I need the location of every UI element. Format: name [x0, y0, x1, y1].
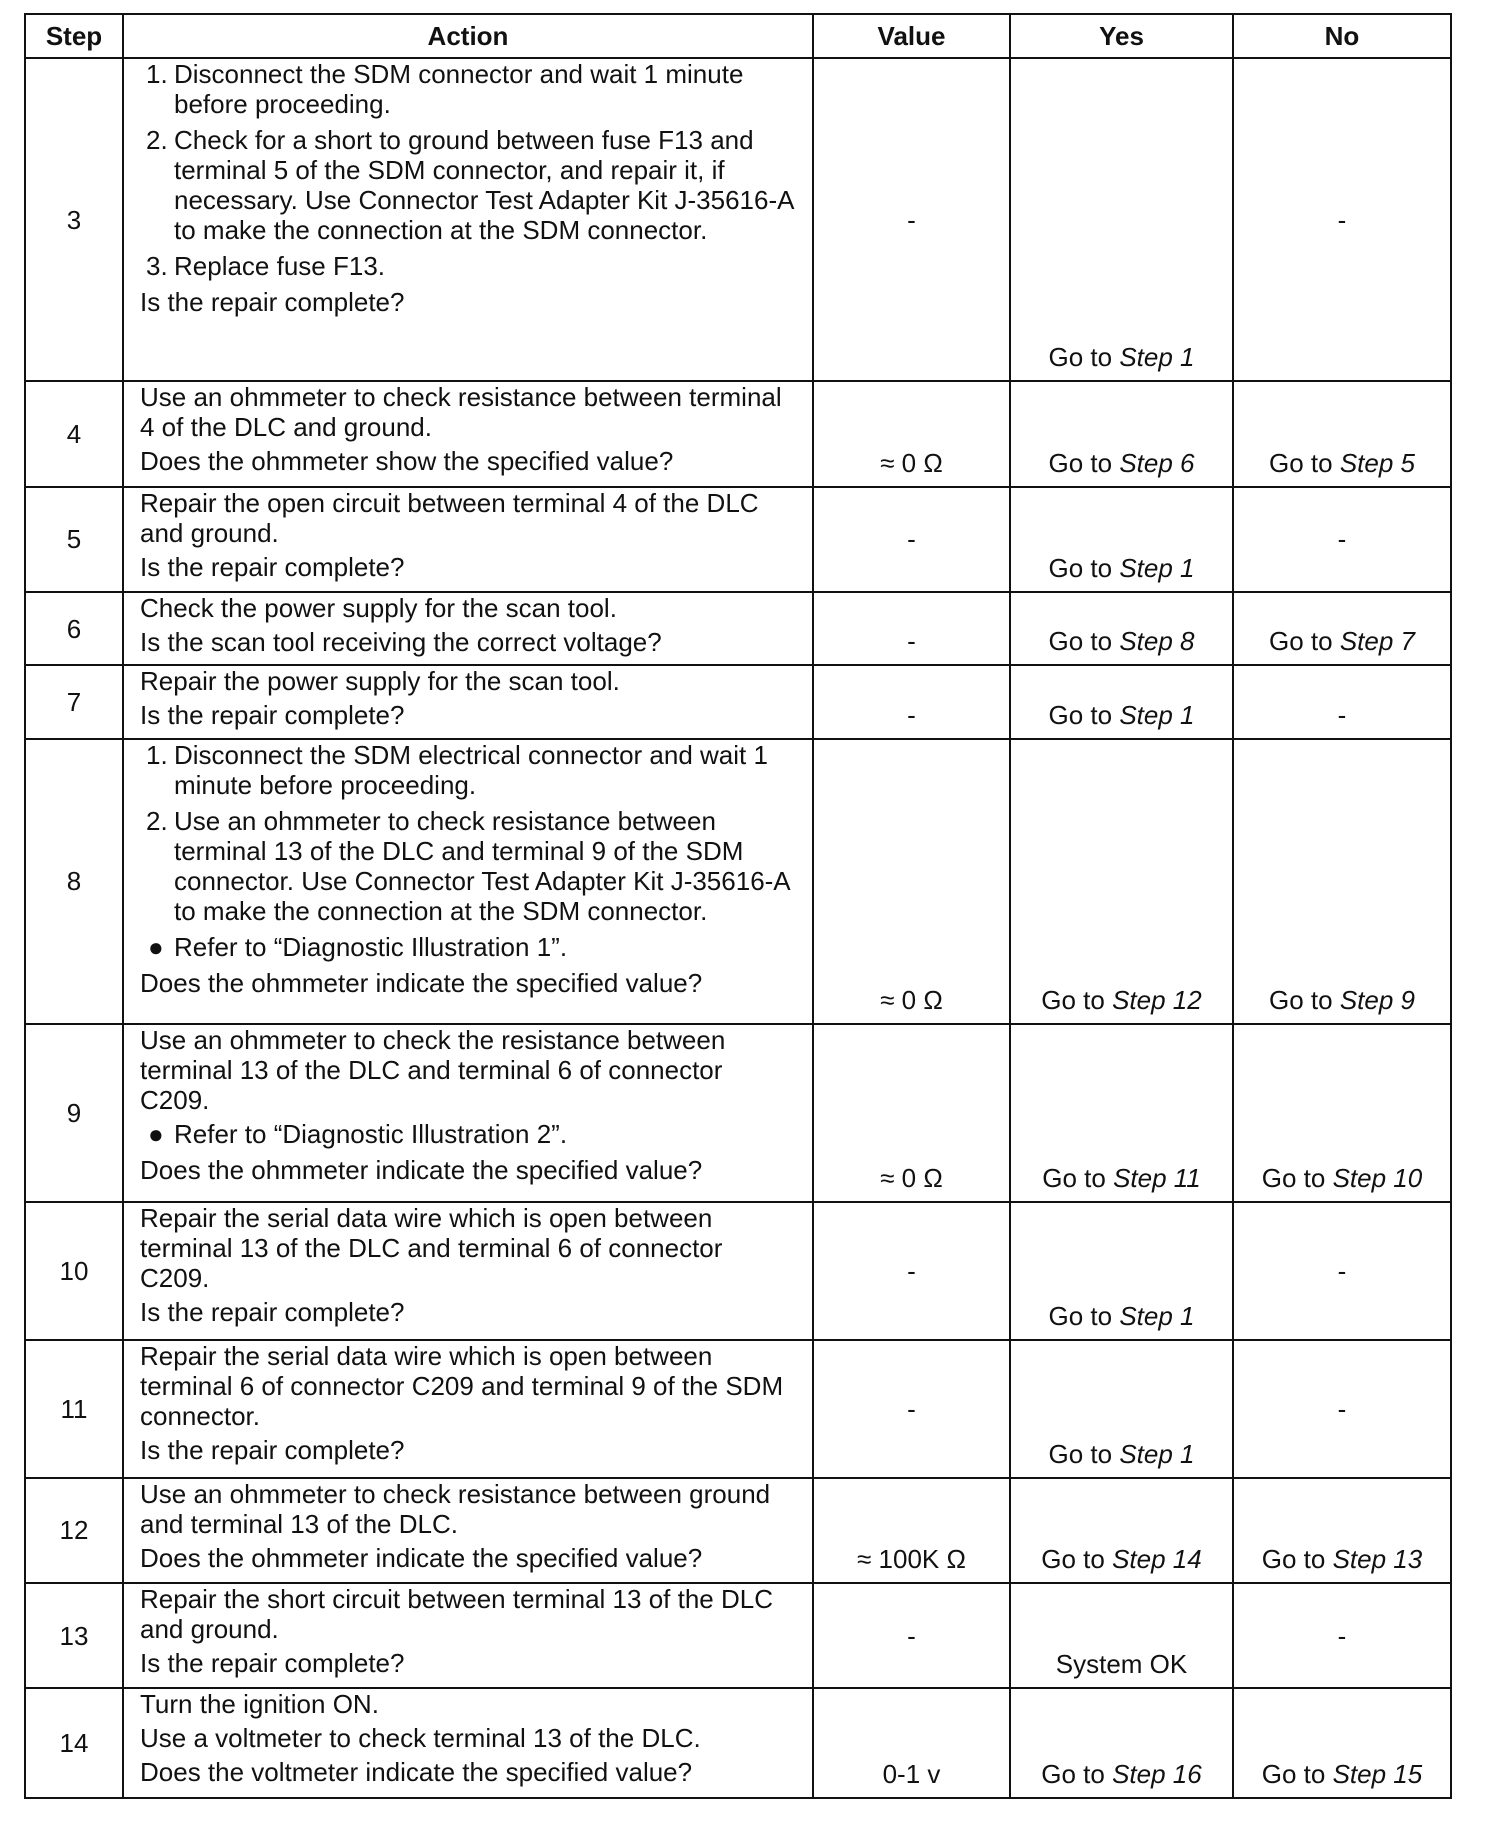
action-question: Is the repair complete?	[140, 1648, 405, 1679]
no-cell	[1233, 665, 1451, 738]
yes-cell	[1010, 1340, 1233, 1478]
header-step: Step	[25, 14, 123, 58]
item-number: 3.	[146, 251, 168, 281]
item-text: Disconnect the SDM electrical connector and wait 1 minute before proceeding.	[174, 739, 768, 800]
action-list-item	[140, 806, 796, 926]
goto-prefix: Go to	[1048, 552, 1113, 583]
no-cell	[1233, 58, 1451, 381]
table-row	[25, 1024, 1451, 1202]
value-text: 0-1 v	[882, 1759, 941, 1789]
action-text: Turn the ignition ON.	[140, 1689, 379, 1720]
goto-prefix: Go to	[1042, 1162, 1106, 1193]
goto-prefix: Go to	[1041, 1544, 1105, 1575]
step-number: 10	[25, 1202, 123, 1340]
action-text: Repair the open circuit between terminal 4 of the DLC and ground.	[140, 487, 759, 548]
action-list-item	[140, 125, 796, 245]
step-number: 4	[25, 381, 123, 486]
yes-text	[1011, 448, 1232, 478]
step-number: 3	[25, 58, 123, 381]
value-text: -	[907, 626, 916, 657]
goto-prefix: Go to	[1048, 1438, 1113, 1469]
action-cell	[123, 1583, 813, 1688]
yes-cell	[1010, 58, 1233, 381]
table-row	[25, 1340, 1451, 1478]
goto-prefix: Go to	[1048, 342, 1113, 373]
header-yes: Yes	[1010, 14, 1233, 58]
value-text: -	[907, 1620, 916, 1651]
no-cell	[1233, 1478, 1451, 1583]
header-no: No	[1233, 14, 1451, 58]
action-text: Use an ohmmeter to check resistance between ground and terminal 13 of the DLC.	[140, 1478, 771, 1539]
action-cell	[123, 1478, 813, 1583]
step-number: 7	[25, 665, 123, 738]
yes-cell	[1010, 739, 1233, 1024]
bullet-icon: ●	[148, 1118, 164, 1149]
table-row	[25, 592, 1451, 665]
value-text: ≈ 0 Ω	[880, 1162, 943, 1193]
goto-prefix: Go to	[1048, 699, 1113, 730]
no-cell	[1233, 381, 1451, 486]
action-question: Is the repair complete?	[140, 1296, 405, 1327]
no-text	[1234, 448, 1450, 478]
goto-step: Step 1	[1119, 1300, 1195, 1331]
item-number: 2.	[146, 805, 168, 836]
bullet-text: Refer to “Diagnostic Illustration 2”.	[174, 1118, 568, 1149]
value-cell	[813, 739, 1010, 1024]
action-text: Repair the short circuit between terminal 13 of the DLC and ground.	[140, 1584, 773, 1645]
goto-step: Step 1	[1119, 699, 1195, 730]
value-cell	[813, 1583, 1010, 1688]
step-number: 6	[25, 592, 123, 665]
yes-cell	[1010, 665, 1233, 738]
no-text: -	[1337, 1620, 1347, 1651]
action-cell	[123, 1202, 813, 1340]
item-text: Replace fuse F13.	[174, 251, 386, 281]
action-question: Does the ohmmeter show the specified value?	[140, 446, 674, 477]
no-cell	[1233, 1202, 1451, 1340]
yes-text	[1011, 1301, 1232, 1331]
yes-text	[1011, 1759, 1232, 1789]
no-cell	[1233, 1340, 1451, 1478]
goto-prefix: Go to	[1269, 447, 1333, 478]
yes-cell	[1010, 487, 1233, 592]
action-bullet	[140, 1119, 796, 1149]
action-text: Repair the serial data wire which is open between terminal 6 of connector C209 and terminal 9 of the SDM connector.	[140, 1340, 784, 1431]
action-question: Does the ohmmeter indicate the specified value?	[140, 967, 703, 998]
step-number: 8	[25, 739, 123, 1024]
no-text	[1234, 1759, 1450, 1789]
diagnostic-table	[24, 13, 1452, 1799]
value-text: ≈ 0 Ω	[880, 984, 943, 1015]
no-text: -	[1337, 524, 1347, 555]
value-cell	[813, 592, 1010, 665]
goto-step: Step 7	[1339, 626, 1415, 657]
table-row	[25, 58, 1451, 381]
action-text: Use a voltmeter to check terminal 13 of the DLC.	[140, 1723, 701, 1754]
action-cell	[123, 1340, 813, 1478]
goto-step: Step 5	[1339, 447, 1415, 478]
yes-text	[1011, 1649, 1232, 1679]
goto-step: Step 14	[1112, 1544, 1202, 1575]
yes-result: System OK	[1055, 1649, 1188, 1680]
no-cell	[1233, 1024, 1451, 1202]
action-cell	[123, 1688, 813, 1798]
value-cell	[813, 58, 1010, 381]
action-cell	[123, 665, 813, 738]
action-bullet	[140, 932, 796, 962]
goto-step: Step 11	[1113, 1162, 1201, 1193]
step-number: 14	[25, 1688, 123, 1798]
value-cell	[813, 1478, 1010, 1583]
yes-cell	[1010, 1688, 1233, 1798]
action-text: Repair the serial data wire which is open between terminal 13 of the DLC and terminal 6 of connector C209.	[140, 1202, 723, 1293]
goto-step: Step 12	[1112, 984, 1202, 1015]
yes-cell	[1010, 1478, 1233, 1583]
action-cell	[123, 739, 813, 1024]
value-cell	[813, 487, 1010, 592]
goto-step: Step 10	[1332, 1162, 1423, 1193]
table-row	[25, 1583, 1451, 1688]
no-text	[1234, 626, 1450, 656]
action-question: Is the repair complete?	[140, 287, 405, 317]
action-text: Repair the power supply for the scan tool.	[140, 666, 620, 697]
table-row	[25, 1478, 1451, 1583]
goto-prefix: Go to	[1261, 1544, 1326, 1575]
action-cell	[123, 58, 813, 381]
step-number: 9	[25, 1024, 123, 1202]
yes-cell	[1010, 592, 1233, 665]
no-cell	[1233, 1583, 1451, 1688]
goto-step: Step 15	[1332, 1759, 1423, 1789]
goto-step: Step 9	[1339, 984, 1415, 1015]
value-cell	[813, 1024, 1010, 1202]
no-text: -	[1337, 1393, 1347, 1424]
table-row	[25, 487, 1451, 592]
goto-prefix: Go to	[1269, 984, 1333, 1015]
goto-step: Step 16	[1112, 1759, 1202, 1789]
goto-step: Step 6	[1119, 447, 1195, 478]
goto-step: Step 13	[1332, 1544, 1423, 1575]
yes-text	[1011, 1163, 1232, 1193]
goto-prefix: Go to	[1048, 447, 1113, 478]
value-text: -	[907, 1255, 916, 1286]
step-number: 5	[25, 487, 123, 592]
no-cell	[1233, 1688, 1451, 1798]
action-cell	[123, 381, 813, 486]
action-question: Does the ohmmeter indicate the specified value?	[140, 1154, 703, 1185]
value-text: -	[907, 699, 916, 730]
item-text: Check for a short to ground between fuse F13 and terminal 5 of the SDM connector, and repair it, if necessary. Use Connector Test Adapter Kit J-35616-A to make the connection at the SDM connector.	[174, 125, 794, 245]
value-cell	[813, 1202, 1010, 1340]
item-number: 2.	[146, 125, 168, 155]
action-cell	[123, 487, 813, 592]
goto-step: Step 1	[1119, 342, 1195, 373]
action-list	[140, 59, 796, 281]
value-text: ≈ 0 Ω	[880, 447, 943, 478]
action-cell	[123, 1024, 813, 1202]
yes-text	[1011, 342, 1232, 372]
no-text	[1234, 1163, 1450, 1193]
goto-prefix: Go to	[1261, 1162, 1326, 1193]
no-text	[1234, 985, 1450, 1015]
yes-text	[1011, 626, 1232, 656]
table-row	[25, 1202, 1451, 1340]
action-list	[140, 740, 796, 926]
action-question: Is the repair complete?	[140, 551, 405, 582]
action-question: Is the repair complete?	[140, 1434, 405, 1465]
action-text: Use an ohmmeter to check the resistance between terminal 13 of the DLC and terminal 6 of connector C209.	[140, 1024, 726, 1115]
yes-cell	[1010, 1583, 1233, 1688]
header-row	[25, 14, 1451, 58]
action-question: Does the ohmmeter indicate the specified value?	[140, 1542, 703, 1573]
value-text: -	[907, 1393, 916, 1424]
no-cell	[1233, 487, 1451, 592]
yes-text	[1011, 553, 1232, 583]
table-row	[25, 381, 1451, 486]
value-cell	[813, 1688, 1010, 1798]
action-question: Is the repair complete?	[140, 700, 405, 731]
no-text	[1234, 1544, 1450, 1574]
yes-cell	[1010, 381, 1233, 486]
table-row	[25, 1688, 1451, 1798]
goto-prefix: Go to	[1041, 984, 1105, 1015]
header-action: Action	[123, 14, 813, 58]
bullet-text: Refer to “Diagnostic Illustration 1”.	[174, 931, 568, 962]
goto-prefix: Go to	[1041, 1759, 1105, 1789]
value-text: -	[907, 204, 916, 235]
action-list-item	[140, 251, 796, 281]
action-list-item	[140, 740, 796, 800]
value-cell	[813, 665, 1010, 738]
value-cell	[813, 381, 1010, 486]
item-text: Disconnect the SDM connector and wait 1 minute before proceeding.	[174, 59, 744, 119]
yes-text	[1011, 1439, 1232, 1469]
bullet-icon: ●	[148, 931, 164, 962]
goto-prefix: Go to	[1048, 626, 1113, 657]
no-text: -	[1337, 1255, 1347, 1286]
table-row	[25, 665, 1451, 738]
header-value: Value	[813, 14, 1010, 58]
action-list-item	[140, 59, 796, 119]
value-text: -	[907, 524, 916, 555]
action-question: Does the voltmeter indicate the specified value?	[140, 1757, 693, 1788]
action-question: Is the scan tool receiving the correct voltage?	[140, 626, 662, 657]
goto-prefix: Go to	[1269, 626, 1333, 657]
goto-step: Step 1	[1119, 1438, 1195, 1469]
value-text: ≈ 100K Ω	[857, 1544, 966, 1575]
goto-step: Step 1	[1119, 552, 1195, 583]
action-text: Check the power supply for the scan tool.	[140, 592, 617, 623]
yes-text	[1011, 985, 1232, 1015]
no-text: -	[1337, 699, 1347, 730]
action-text: Use an ohmmeter to check resistance between terminal 4 of the DLC and ground.	[140, 382, 782, 443]
no-cell	[1233, 739, 1451, 1024]
yes-text	[1011, 700, 1232, 730]
item-text: Use an ohmmeter to check resistance between terminal 13 of the DLC and terminal 9 of the SDM connector. Use Connector Test Adapter Kit J-35616-A to make the connection at the SDM connector.	[174, 805, 790, 926]
goto-prefix: Go to	[1048, 1300, 1113, 1331]
yes-cell	[1010, 1024, 1233, 1202]
step-number: 13	[25, 1583, 123, 1688]
action-cell	[123, 592, 813, 665]
goto-step: Step 8	[1119, 626, 1195, 657]
item-number: 1.	[146, 59, 168, 89]
no-cell	[1233, 592, 1451, 665]
table-row	[25, 739, 1451, 1024]
step-number: 11	[25, 1340, 123, 1478]
step-number: 12	[25, 1478, 123, 1583]
item-number: 1.	[146, 739, 168, 770]
yes-cell	[1010, 1202, 1233, 1340]
value-cell	[813, 1340, 1010, 1478]
yes-text	[1011, 1544, 1232, 1574]
goto-prefix: Go to	[1261, 1759, 1326, 1789]
no-text: -	[1337, 204, 1347, 235]
